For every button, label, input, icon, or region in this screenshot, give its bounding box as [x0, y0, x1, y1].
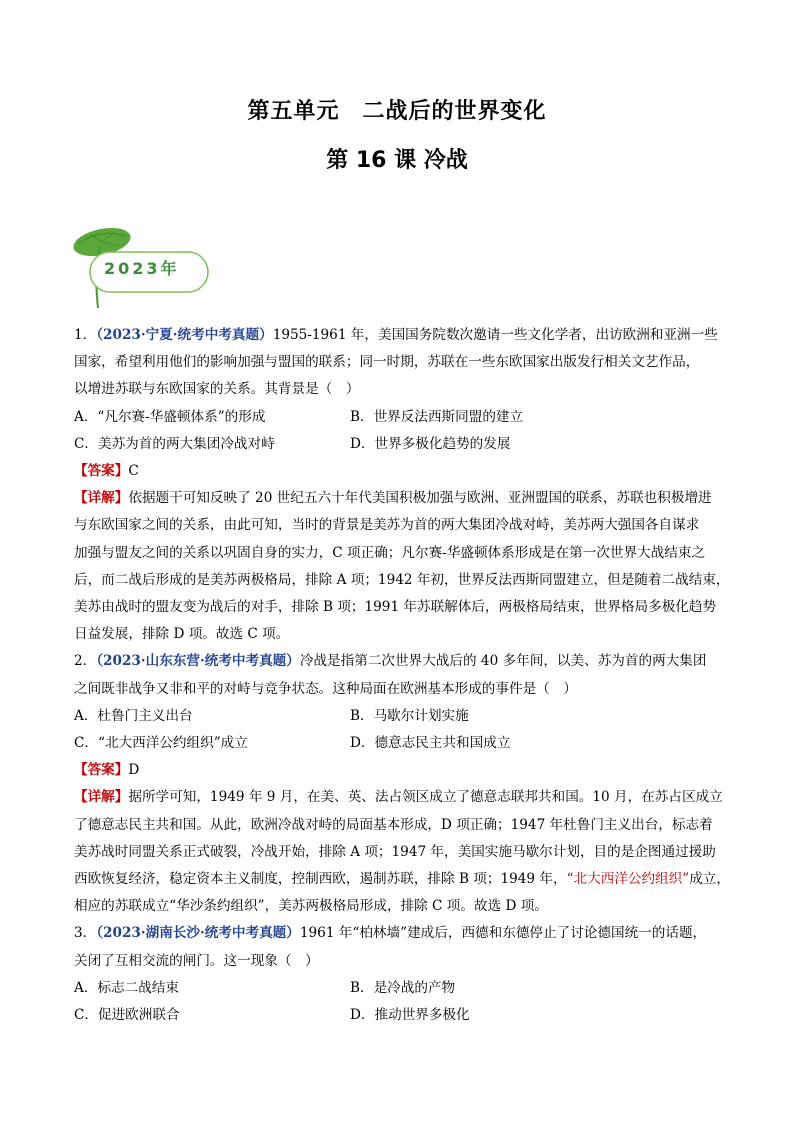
answer-value: D: [128, 762, 140, 779]
stem-line: 国家，希望利用他们的影响加强与盟国的联系；同一时期，苏联在一些东欧国家出版发行相关文艺作品，: [74, 354, 700, 371]
answer-label: 【答案】: [74, 463, 129, 480]
unit-title: 第五单元 二战后的世界变化: [247, 99, 547, 124]
question-stem: [74, 648, 724, 675]
detail-line: 后，而二战后形成的是美苏两极格局，排除 A 项；1942 年初，世界反法西斯同盟建立，但是随着二战结束，: [74, 571, 730, 588]
detail-line: 与东欧国家之间的关系，由此可知，当时的背景是美苏为首的两大集团冷战对峙，美苏两大强国各自谋求: [74, 517, 700, 534]
question-source: （2023·山东东营·统考中考真题）: [96, 653, 300, 670]
option-c: C．促进欧洲联合: [74, 1007, 180, 1024]
question-stem: [74, 920, 724, 947]
question-number: 3．: [74, 925, 97, 942]
options-row: [74, 431, 724, 458]
question-list: [74, 322, 730, 1029]
answer: [74, 757, 724, 784]
detail-line: [74, 485, 724, 512]
detail-line: 日益发展，排除 D 项。故选 C 项。: [74, 626, 290, 643]
option-a: A．标志二战结束: [74, 979, 179, 996]
options-row: [74, 404, 724, 431]
detail-line: [74, 784, 724, 811]
answer: [74, 458, 724, 485]
question-number: 1．: [74, 327, 97, 343]
option-a: A．“凡尔赛-华盛顿体系”的形成: [74, 408, 266, 425]
stem-line: 关闭了互相交流的闸门。这一现象（ ）: [74, 952, 319, 969]
stem-line: 以增进苏联与东欧国家的关系。其背景是（ ）: [74, 381, 360, 398]
answer-value: C: [128, 463, 139, 480]
option-c: C．“北大西洋公约组织”成立: [74, 735, 248, 752]
question-source: （2023·湖南长沙·统考中考真题）: [96, 925, 300, 942]
option-d: D．推动世界多极化: [350, 1007, 470, 1024]
options-row: [74, 975, 724, 1002]
options-row: [74, 1002, 724, 1029]
detail-text: 依据题干可知反映了 20 世纪五六十年代美国积极加强与欧洲、亚洲盟国的联系，苏联也积极增进: [128, 490, 712, 507]
detail-line: 了德意志民主共和国。从此，欧洲冷战对峙的局面基本形成，D 项正确；1947 年杜鲁门主义出台，标志着: [74, 816, 713, 833]
highlighted-term: “北大西洋公约组织”: [566, 871, 690, 888]
stem-line: 冷战是指第二次世界大战后的 40 多年间，以美、苏为首的两大集团: [299, 653, 707, 670]
detail-label: 【详解】: [74, 490, 129, 507]
detail-line: 美苏战时同盟关系正式破裂，冷战开始，排除 A 项；1947 年，美国实施马歇尔计划，目的是企图通过援助: [74, 843, 716, 860]
stem-line: 之间既非战争又非和平的对峙与竞争状态。这种局面在欧洲基本形成的事件是（ ）: [74, 680, 577, 697]
stem-line: 1955-1961 年，美国国务院数次邀请一些文化学者，出访欧洲和亚洲一些: [272, 327, 718, 343]
option-c: C．美苏为首的两大集团冷战对峙: [74, 435, 275, 452]
option-d: D．德意志民主共和国成立: [350, 735, 511, 752]
question-2: [74, 648, 730, 920]
answer-label: 【答案】: [74, 762, 129, 779]
question-3: [74, 920, 724, 1029]
detail-line: 相应的苏联成立“华沙条约组织”，美苏两极格局形成，排除 C 项。故选 D 项。: [74, 898, 548, 915]
option-d: D．世界多极化趋势的发展: [350, 435, 511, 452]
stem-line: 1961 年“柏林墙”建成后，西德和东德停止了讨论德国统一的话题，: [299, 925, 707, 942]
option-b: B．世界反法西斯同盟的建立: [350, 408, 524, 425]
detail-line: [74, 866, 730, 893]
lesson-title: 第 16 课 冷战: [326, 148, 468, 173]
option-b: B．是冷战的产物: [350, 979, 456, 996]
detail-text: 成立，: [689, 871, 730, 888]
year-badge-label: 2023年: [104, 259, 180, 278]
question-1: [74, 322, 730, 648]
question-source: （2023·宁夏·统考中考真题）: [96, 327, 273, 343]
option-b: B．马歇尔计划实施: [350, 707, 469, 724]
detail-label: 【详解】: [74, 789, 129, 806]
detail-text: 西欧恢复经济，稳定资本主义制度，控制西欧，遏制苏联，排除 B 项；1949 年，: [74, 871, 567, 888]
question-number: 2．: [74, 653, 97, 670]
question-stem: [74, 322, 724, 349]
option-a: A．杜鲁门主义出台: [74, 707, 193, 724]
detail-line: 美苏由战时的盟友变为战后的对手，排除 B 项；1991 年苏联解体后，两极格局结束，世界格局多极化趋势: [74, 599, 717, 616]
detail-line: 加强与盟友之间的关系以巩固自身的实力，C 项正确；凡尔赛-华盛顿体系形成是在第一次世界大战结束之: [74, 544, 706, 561]
detail-text: 据所学可知，1949 年 9 月，在美、英、法占领区成立了德意志联邦共和国。10 月，在苏占区成立: [128, 789, 723, 806]
options-row: [74, 730, 724, 757]
options-row: [74, 703, 724, 730]
